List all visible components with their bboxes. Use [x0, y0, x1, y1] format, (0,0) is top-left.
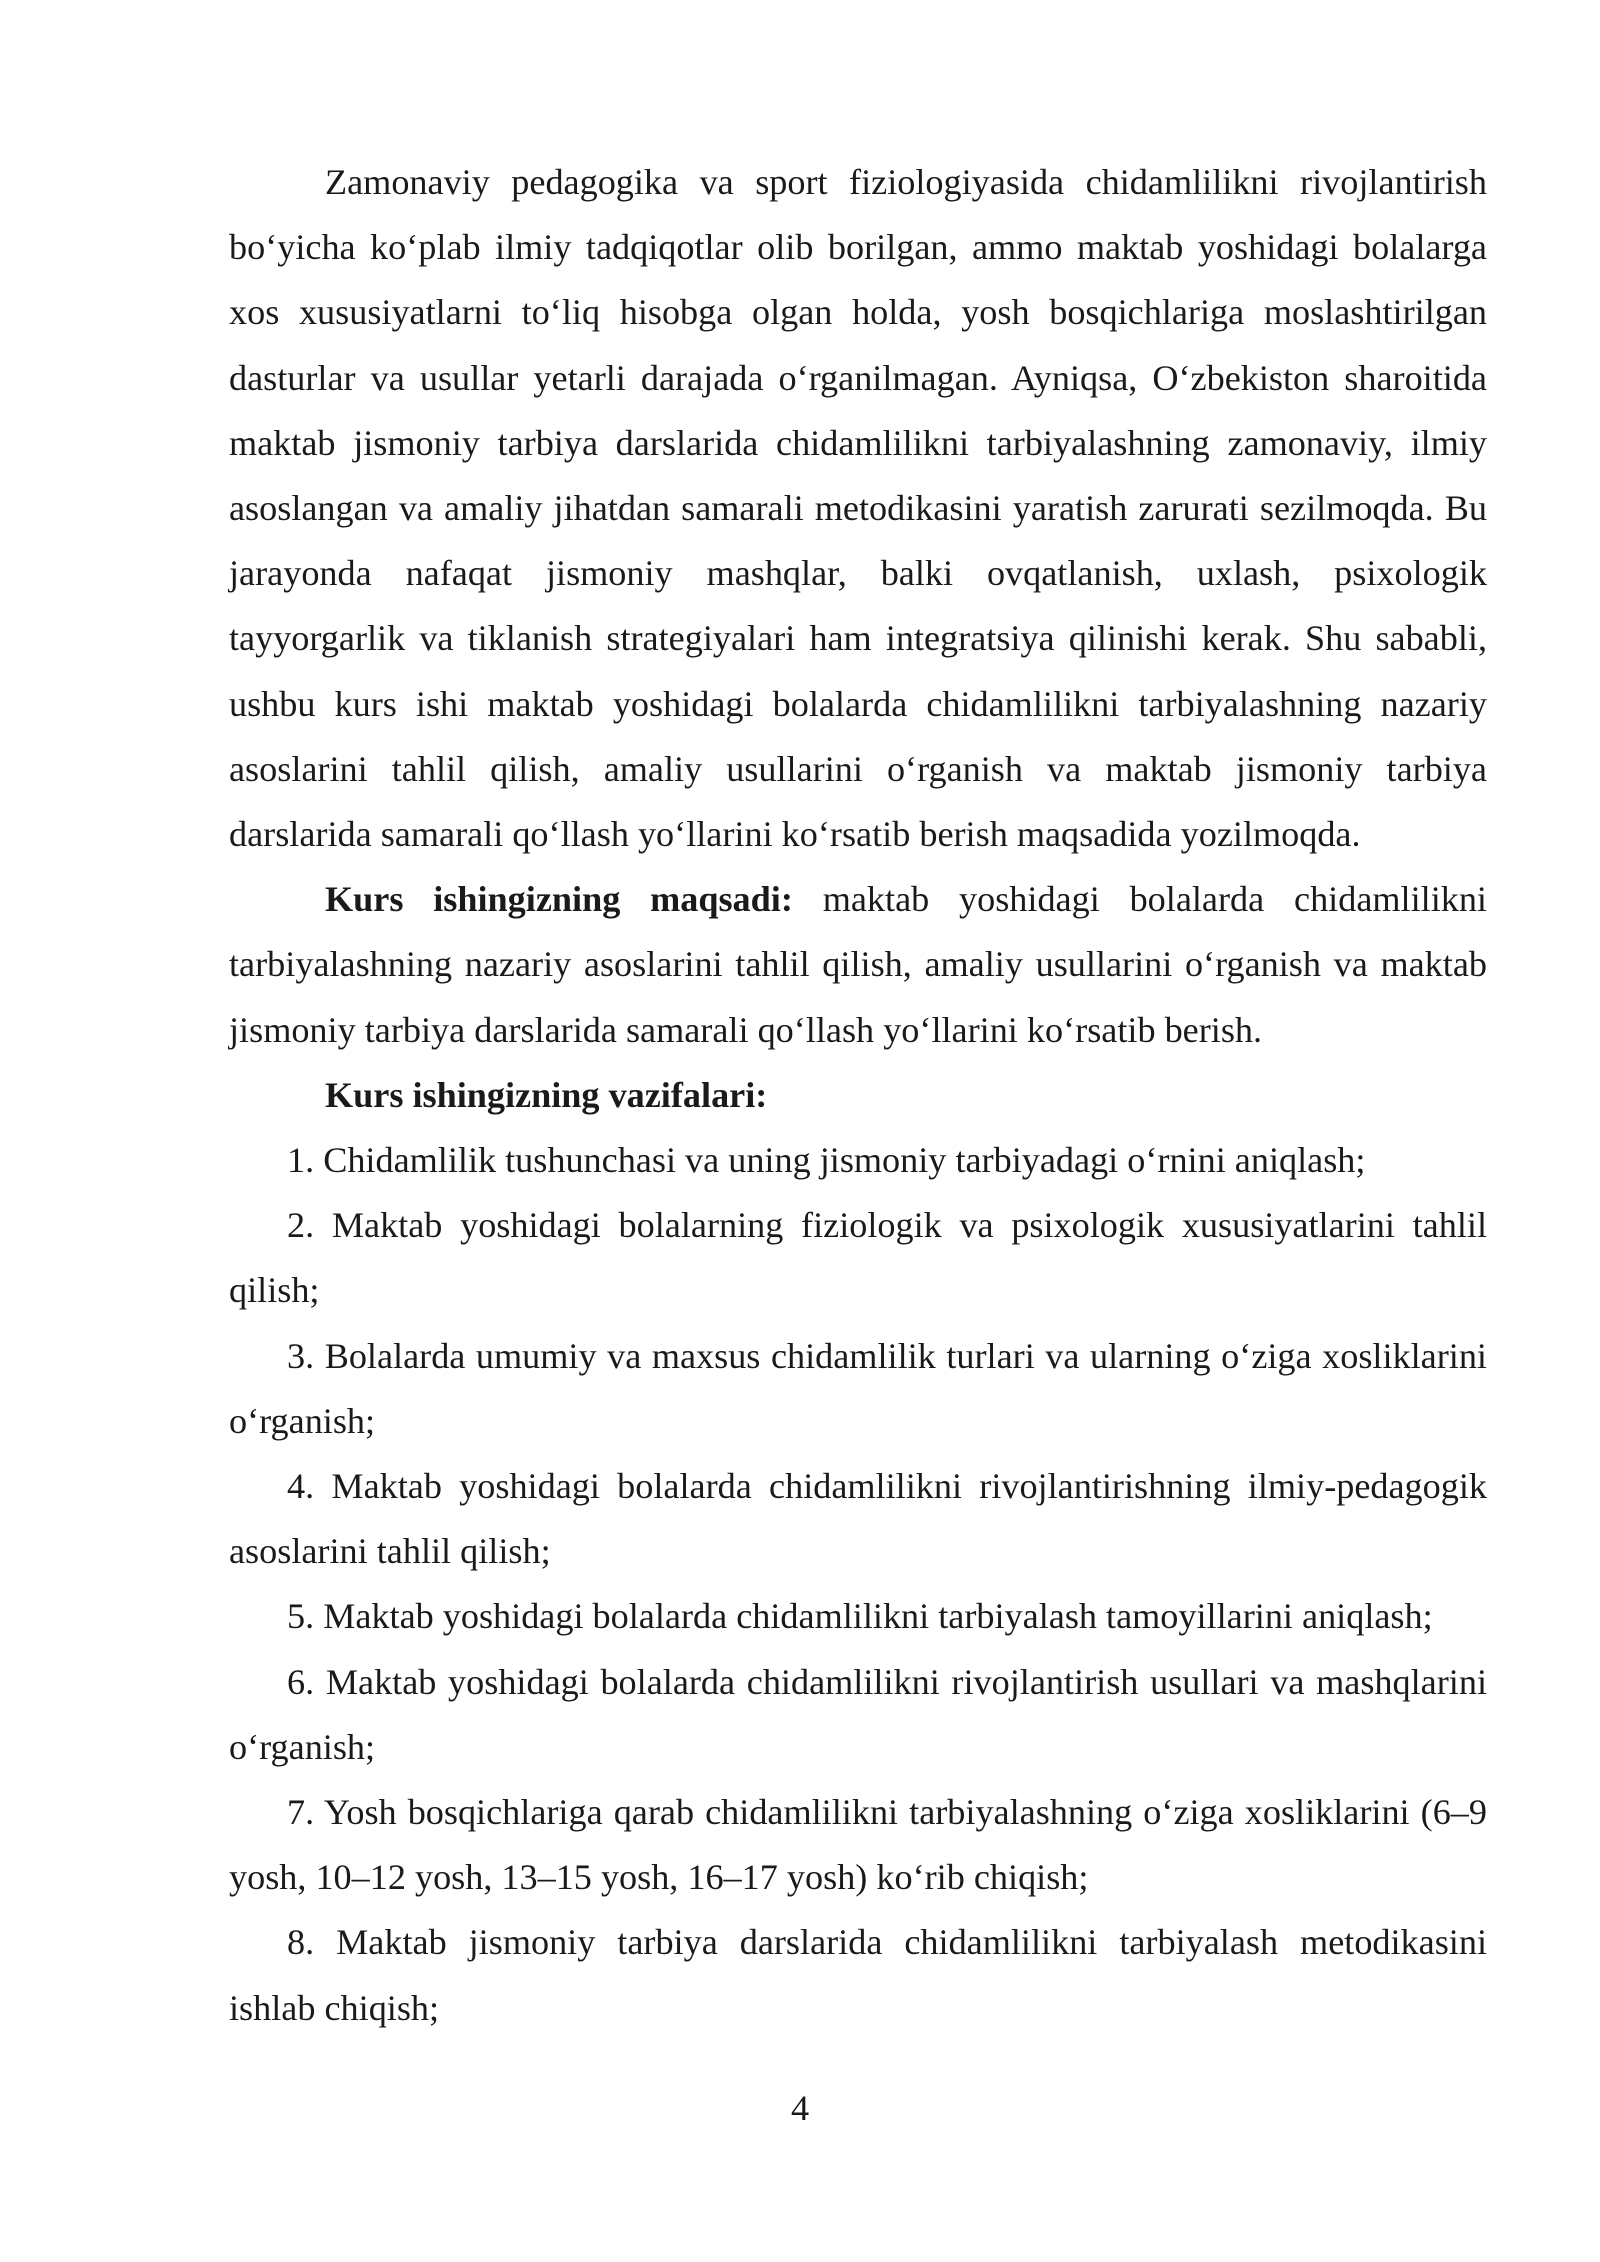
page-number: 4	[790, 2088, 810, 2128]
task-item-4: 4. Maktab yoshidagi bolalarda chidamlilikni rivojlantirishning ilmiy-pedagogik asoslarini tahlil qilish;	[229, 1466, 1487, 1572]
task-item-6: 6. Maktab yoshidagi bolalarda chidamlilikni rivojlantirish usullari va mashqlarini o‘rganish;	[229, 1661, 1487, 1767]
task-item-8: 8. Maktab jismoniy tarbiya darslarida chidamlilikni tarbiyalash metodikasini ishlab chiqish;	[229, 1922, 1487, 2028]
goal-paragraph	[229, 867, 1487, 1063]
task-item-2: 2. Maktab yoshidagi bolalarning fiziologik va psixologik xususiyatlarini tahlil qilish;	[229, 1205, 1487, 1311]
document-page	[229, 150, 1487, 2041]
tasks-heading: Kurs ishingizning vazifalari:	[325, 1074, 768, 1115]
task-item-1: 1. Chidamlilik tushunchasi va uning jismoniy tarbiyadagi o‘rnini aniqlash;	[287, 1140, 1366, 1181]
task-item-5: 5. Maktab yoshidagi bolalarda chidamlilikni tarbiyalash tamoyillarini aniqlash;	[287, 1596, 1433, 1637]
goal-label: Kurs ishingizning maqsadi:	[325, 879, 793, 920]
intro-paragraph: Zamonaviy pedagogika va sport fiziologiyasida chidamlilikni rivojlantirish bo‘yicha ko‘plab ilmiy tadqiqotlar olib borilgan, ammo maktab yoshidagi bolalarga xos xususiyatlarni to‘liq hisobga olgan holda, yosh bosqichlariga moslashtirilgan dasturlar va usullar yetarli darajada o‘rganilmagan. Ayniqsa, O‘zbekiston sharoitida maktab jismoniy tarbiya darslarida chidamlilikni tarbiyalashning zamonaviy, ilmiy asoslangan va amaliy jihatdan samarali metodikasini yaratish zarurati sezilmoqda. Bu jarayonda nafaqat jismoniy mashqlar, balki ovqatlanish, uxlash, psixologik tayyorgarlik va tiklanish strategiyalari ham integratsiya qilinishi kerak. Shu sababli, ushbu kurs ishi maktab yoshidagi bolalarda chidamlilikni tarbiyalashning nazariy asoslarini tahlil qilish, amaliy usullarini o‘rganish va maktab jismoniy tarbiya darslarida samarali qo‘llash yo‘llarini ko‘rsatib berish maqsadida yozilmoqda.	[229, 162, 1487, 855]
task-item-7: 7. Yosh bosqichlariga qarab chidamlilikni tarbiyalashning o‘ziga xosliklarini (6–9 yosh, 10–12 yosh, 13–15 yosh, 16–17 yosh) ko‘rib chiqish;	[229, 1792, 1487, 1898]
goal-text: maktab yoshidagi bolalarda chidamlilikni tarbiyalashning nazariy asoslarini tahlil qilish, amaliy usullarini o‘rganish va maktab jismoniy tarbiya darslarida samarali qo‘llash yo‘llarini ko‘rsatib berish.	[229, 879, 1487, 1050]
task-item-3: 3. Bolalarda umumiy va maxsus chidamlilik turlari va ularning o‘ziga xosliklarini o‘rganish;	[229, 1335, 1487, 1441]
